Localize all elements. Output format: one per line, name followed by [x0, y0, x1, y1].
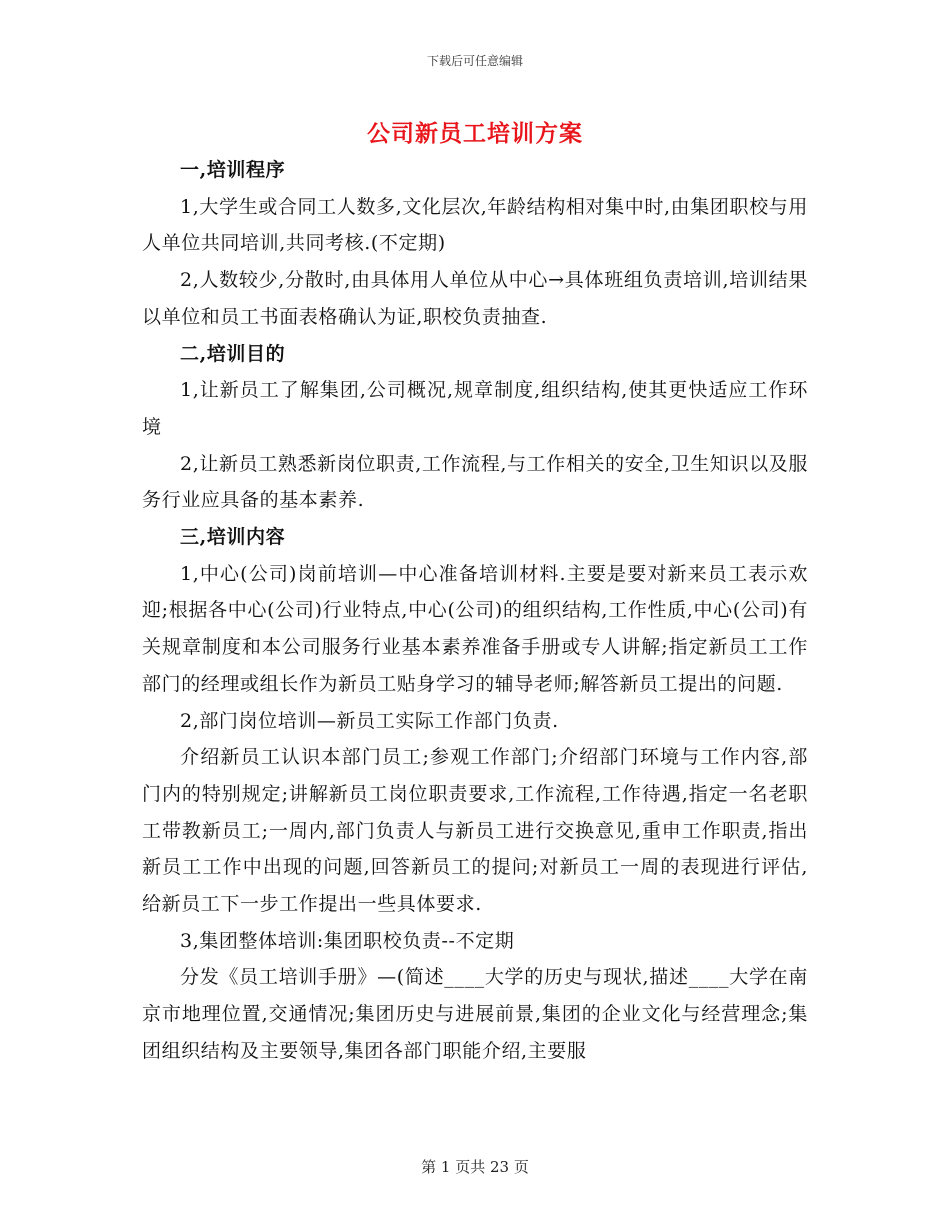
paragraph: 2,人数较少,分散时,由具体用人单位从中心→具体班组负责培训,培训结果以单位和员工书面表格确认为证,职校负责抽查. [142, 269, 808, 328]
paragraph: 2,部门岗位培训—新员工实际工作部门负责. [180, 709, 559, 732]
document-body [142, 152, 808, 1070]
paragraph: 1,中心(公司)岗前培训—中心准备培训材料.主要是要对新来员工表示欢迎;根据各中心(公司)行业特点,中心(公司)的组织结构,工作性质,中心(公司)有关规章制度和本公司服务行业基本素养准备手册或专人讲解;指定新员工工作部门的经理或组长作为新员工贴身学习的辅导老师;解答新员工提出的问题. [142, 562, 808, 695]
paragraph: 2,让新员工熟悉新岗位职责,工作流程,与工作相关的安全,卫生知识以及服务行业应具备的基本素养. [142, 452, 808, 512]
paragraph: 分发《员工培训手册》—(简述____大学的历史与现状,描述____大学在南京市地理位置,交通情况;集团历史与进展前景,集团的企业文化与经营理念;集团组织结构及主要领导,集团各部门职能介绍,主要服 [142, 966, 808, 1062]
paragraph: 介绍新员工认识本部门员工;参观工作部门;介绍部门环境与工作内容,部门内的特别规定;讲解新员工岗位职责要求,工作流程,工作待遇,指定一名老职工带教新员工;一周内,部门负责人与新员工进行交换意见,重申工作职责,指出新员工工作中出现的问题,回答新员工的提问;对新员工一周的表现进行评估,给新员工下一步工作提出一些具体要求. [142, 746, 808, 916]
page-footer: 第 1 页共 23 页 [421, 1158, 529, 1176]
section-heading: 一,培训程序 [180, 159, 286, 181]
section-heading: 三,培训内容 [180, 526, 286, 549]
document-title: 公司新员工培训方案 [367, 120, 583, 147]
paragraph: 3,集团整体培训:集团职校负责--不定期 [180, 929, 515, 952]
paragraph: 1,大学生或合同工人数多,文化层次,年龄结构相对集中时,由集团职校与用人单位共同培训,共同考核.(不定期) [142, 195, 808, 255]
paragraph: 1,让新员工了解集团,公司概况,规章制度,组织结构,使其更快适应工作环境 [142, 379, 808, 438]
section-heading: 二,培训目的 [180, 342, 286, 365]
page-header-note: 下载后可任意编辑 [426, 54, 523, 68]
